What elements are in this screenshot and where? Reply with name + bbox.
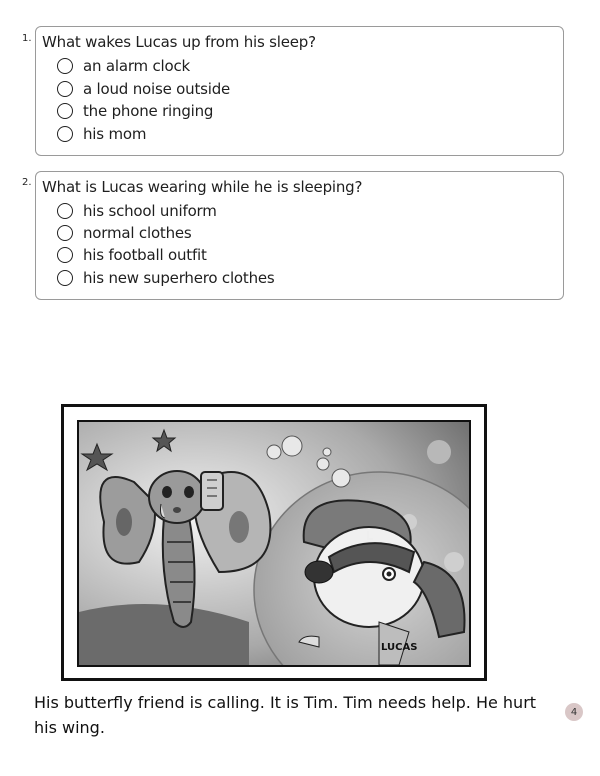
radio-bubble-icon[interactable] [57,103,73,119]
answer-label: the phone ringing [83,102,214,120]
question-number: 2. [22,177,32,188]
answer-label: his school uniform [83,202,217,220]
radio-bubble-icon[interactable] [57,58,73,74]
radio-bubble-icon[interactable] [57,247,73,263]
question-box [35,171,564,300]
radio-bubble-icon[interactable] [57,81,73,97]
emblem-text: L [366,529,374,543]
answer-option[interactable] [57,245,207,265]
question-prompt: What wakes Lucas up from his sleep? [42,33,316,51]
question-number: 1. [22,33,32,44]
radio-bubble-icon[interactable] [57,225,73,241]
answer-option[interactable] [57,223,192,243]
answer-label: a loud noise outside [83,80,231,98]
answer-label: his football outfit [83,246,207,264]
answer-label: his mom [83,125,147,143]
answer-option[interactable] [57,79,230,99]
answer-label: his new superhero clothes [83,269,275,287]
butterfly-and-dog-illustration [79,422,469,665]
answer-option[interactable] [57,124,146,144]
answer-label: an alarm clock [83,57,191,75]
answer-option[interactable] [57,56,190,76]
answer-option[interactable] [57,201,217,221]
radio-bubble-icon[interactable] [57,270,73,286]
answer-option[interactable] [57,101,213,121]
radio-bubble-icon[interactable] [57,126,73,142]
answer-option[interactable] [57,268,275,288]
page-number: 4 [565,703,583,721]
answer-label: normal clothes [83,224,192,242]
costume-text: LUCAS [381,642,418,653]
radio-bubble-icon[interactable] [57,203,73,219]
story-text: His butterfly friend is calling. It is Tim. Tim needs help. He hurt his wing. [34,693,537,737]
illustration-frame [61,404,487,681]
question-prompt: What is Lucas wearing while he is sleeping? [42,178,363,196]
illustration [77,420,471,667]
question-box [35,26,564,156]
